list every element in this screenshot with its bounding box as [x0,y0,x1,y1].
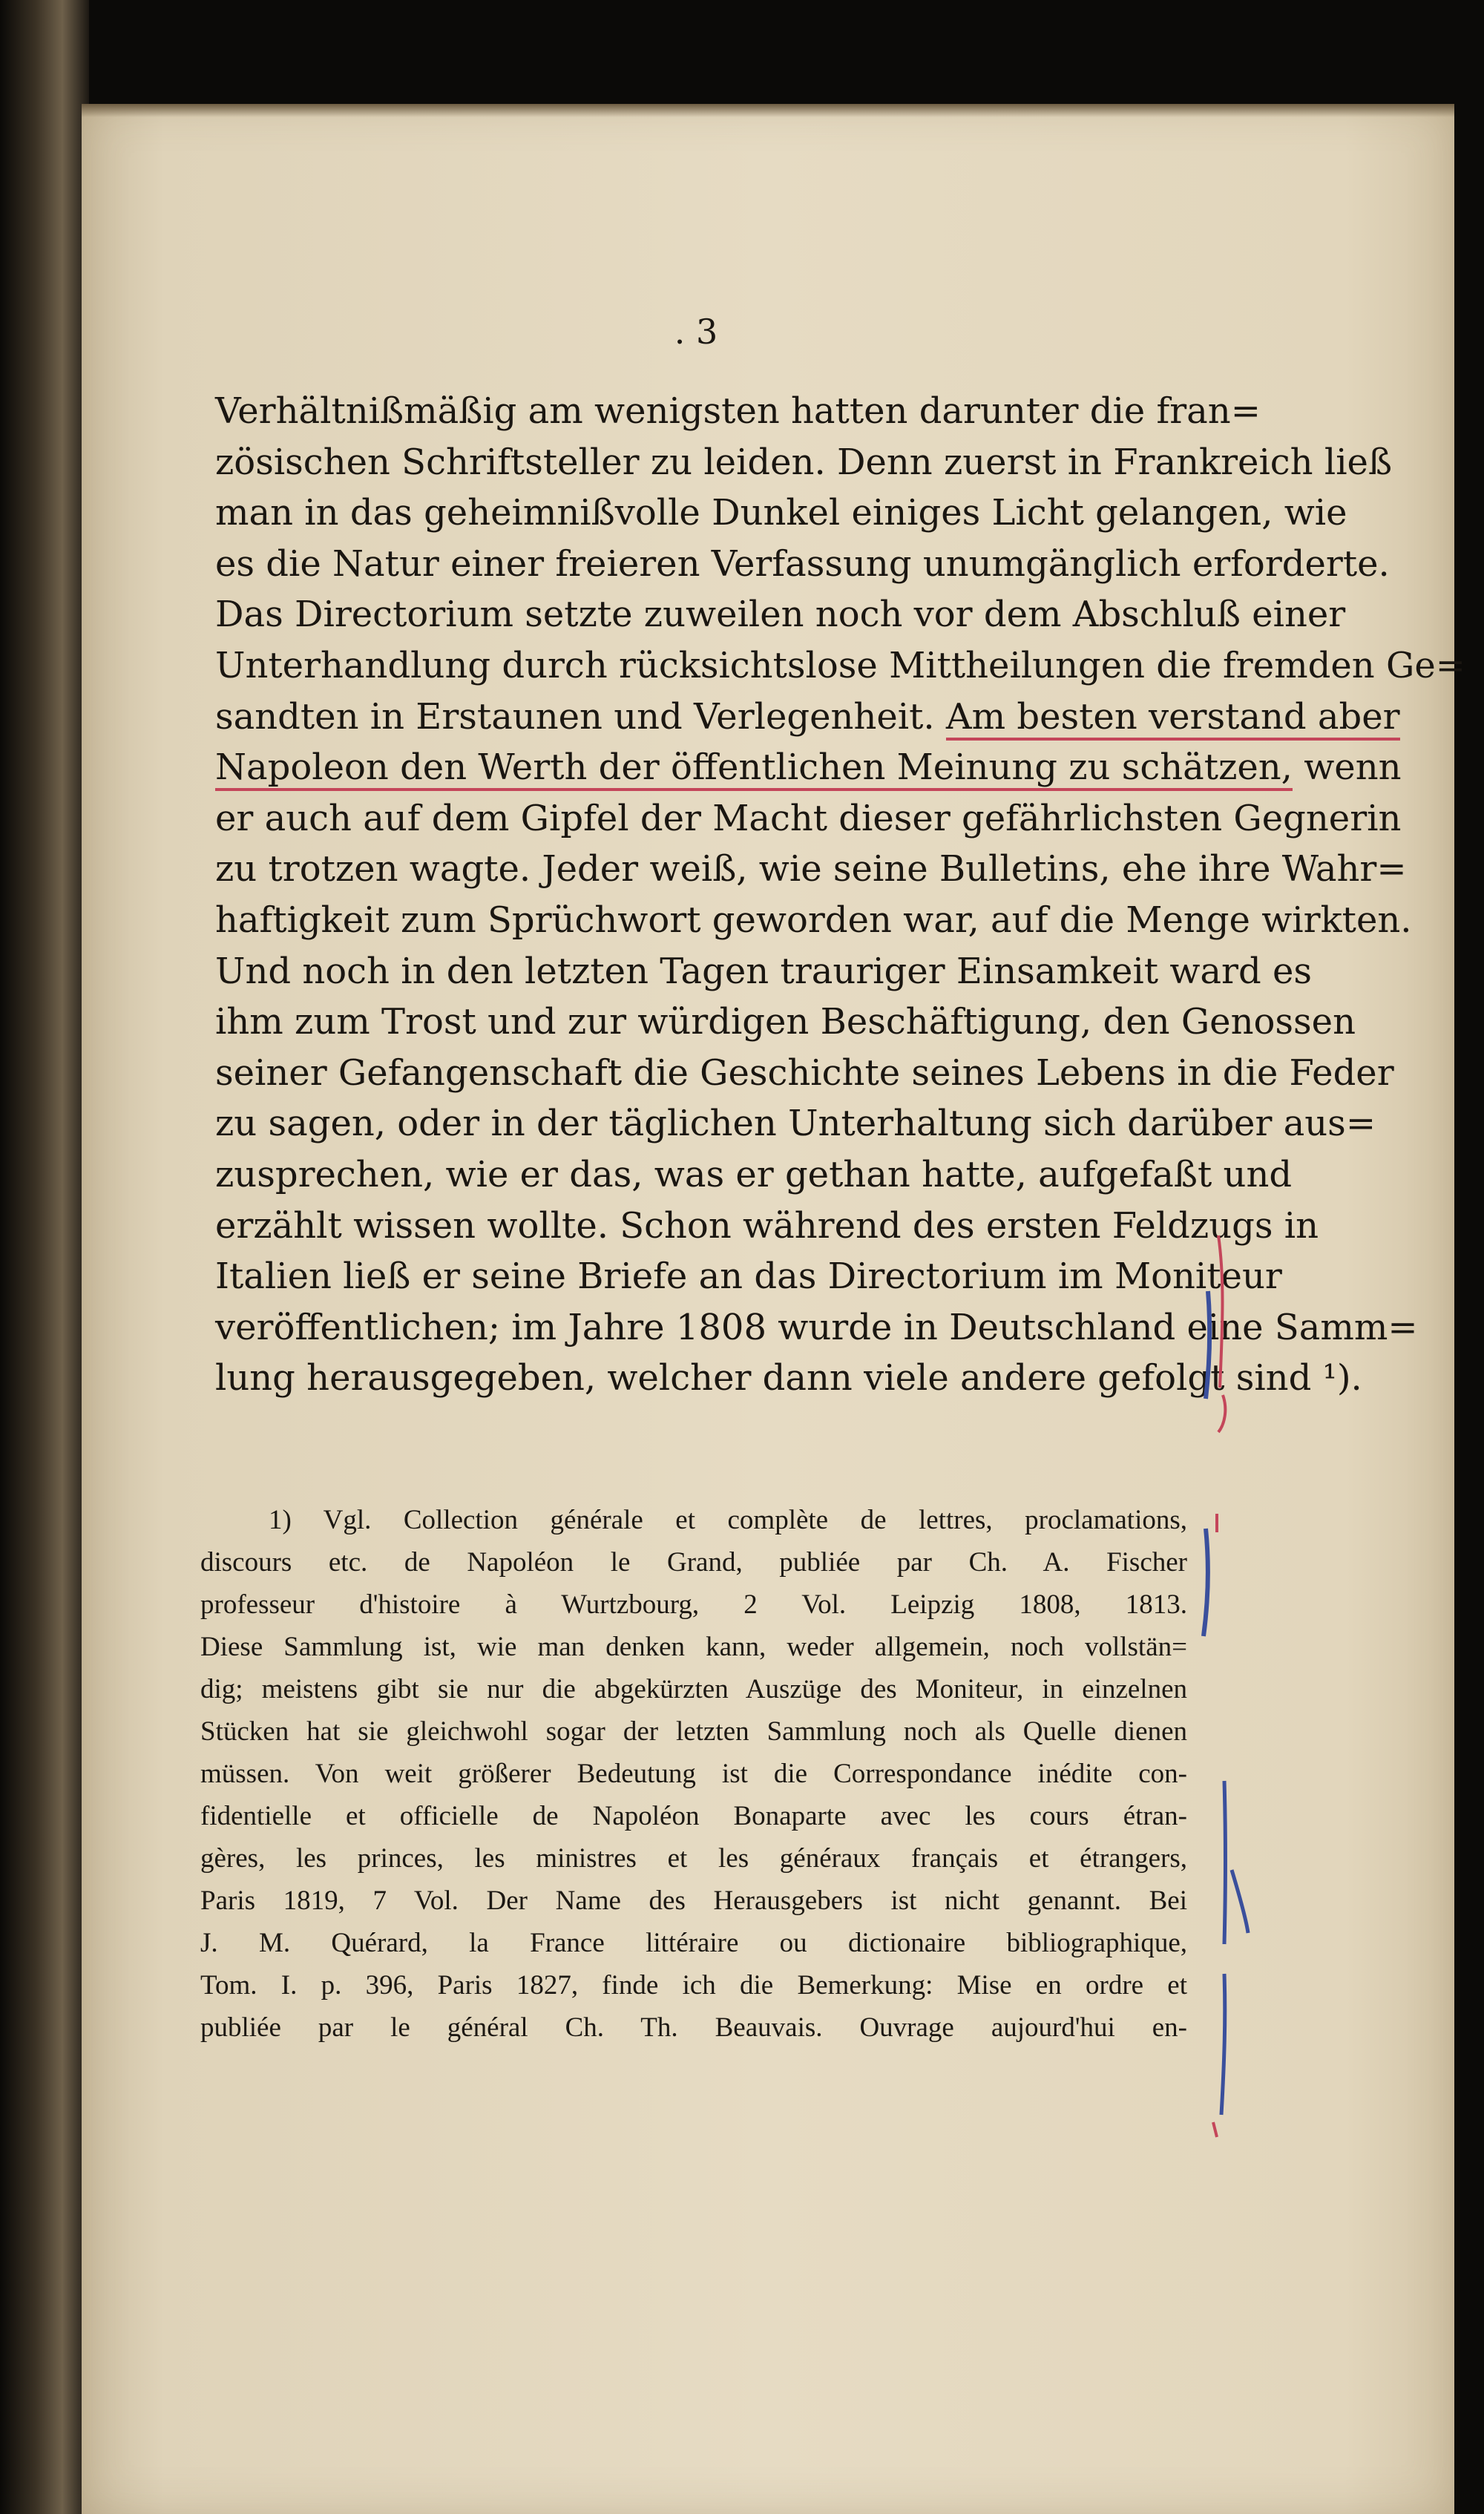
footnote-line-1: 1) Vgl. Collection générale et complète de lettres, proclamations, [269,1505,1187,1535]
body-line-9: er auch auf dem Gipfel der Macht dieser gefährlichsten Gegnerin [215,797,1402,839]
footnote-line-6: Stücken hat sie gleichwohl sogar der letzten Sammlung noch als Quelle dienen [200,1716,1187,1747]
footnote-line-8: fidentielle et officielle de Napoléon Bonaparte avec les cours étran- [200,1801,1187,1831]
body-line-16: zusprechen, wie er das, was er gethan hatte, aufgefaßt und [215,1153,1293,1195]
page-number-value: 3 [695,312,718,352]
footnote-line-11: J. M. Quérard, la France littéraire ou dictionaire bibliographique, [200,1928,1187,1958]
footnote-line-9: gères, les princes, les ministres et les généraux français et étrangers, [200,1843,1187,1874]
page-number [651,312,741,352]
body-line-2: zösischen Schriftsteller zu leiden. Denn zuerst in Frankreich ließ [215,441,1393,483]
main-paragraph [215,386,1465,1404]
body-line-12: Und noch in den letzten Tagen trauriger Einsamkeit ward es [215,950,1312,992]
body-line-15: zu sagen, oder in der täglichen Unterhaltung sich darüber aus= [215,1103,1376,1145]
footnote-line-7: müssen. Von weit größerer Bedeutung ist die Correspondance inédite con- [200,1759,1187,1789]
underlined-phrase-start: Am besten verstand aber [946,696,1400,741]
page-top-edge [82,104,1454,117]
footnote-line-3: professeur d'histoire à Wurtzbourg, 2 Vol. Leipzig 1808, 1813. [200,1589,1187,1620]
body-line-11: haftigkeit zum Sprüchwort geworden war, auf die Menge wirkten. [215,899,1412,941]
footnote-line-13: publiée par le général Ch. Th. Beauvais. Ouvrage aujourd'hui en- [200,2012,1187,2043]
body-line-8 [215,742,1402,793]
body-line-4: es die Natur einer freieren Verfassung unumgänglich erforderte. [215,542,1390,585]
footnote-line-12: Tom. I. p. 396, Paris 1827, finde ich die Bemerkung: Mise en ordre et [200,1970,1187,2001]
page-number-dot: . [674,312,686,352]
body-line-3: man in das geheimnißvolle Dunkel einiges Licht gelangen, wie [215,492,1347,534]
body-line-8-rest: wenn [1292,746,1402,789]
footnote-line-5: dig; meistens gibt sie nur die abgekürzten Auszüge des Moniteur, in einzelnen [200,1674,1187,1704]
body-line-19: veröffentlichen; im Jahre 1808 wurde in Deutschland eine Samm= [215,1306,1418,1348]
footnote-line-4: Diese Sammlung ist, wie man denken kann, weder allgemein, noch vollstän= [200,1632,1187,1662]
body-line-18: Italien ließ er seine Briefe an das Directorium im Moniteur [215,1256,1282,1298]
body-line-17: erzählt wissen wollte. Schon während des ersten Feldzugs in [215,1204,1319,1247]
body-line-1: Verhältnißmäßig am wenigsten hatten darunter die fran= [215,390,1261,432]
body-line-7-start: sandten in Erstaunen und Verlegenheit. [215,695,935,738]
footnote-block [200,1499,1187,2049]
body-line-14: seiner Gefangenschaft die Geschichte seines Lebens in die Feder [215,1051,1394,1094]
footnote-line-10: Paris 1819, 7 Vol. Der Name des Herausgebers ist nicht genannt. Bei [200,1886,1187,1916]
body-line-13: ihm zum Trost und zur würdigen Beschäftigung, den Genossen [215,1001,1356,1043]
footnote-line-2: discours etc. de Napoléon le Grand, publiée par Ch. A. Fischer [200,1547,1187,1578]
body-line-20: lung herausgegeben, welcher dann viele andere gefolgt sind ¹). [215,1357,1362,1399]
underlined-phrase-end: Napoleon den Werth der öffentlichen Meinung zu schätzen, [215,746,1293,791]
book-spine [0,0,89,2514]
body-line-7 [215,692,1400,743]
body-line-5: Das Directorium setzte zuweilen noch vor dem Abschluß einer [215,594,1346,636]
body-line-10: zu trotzen wagte. Jeder weiß, wie seine Bulletins, ehe ihre Wahr= [215,848,1407,890]
body-line-6: Unterhandlung durch rücksichtslose Mittheilungen die fremden Ge= [215,644,1465,686]
